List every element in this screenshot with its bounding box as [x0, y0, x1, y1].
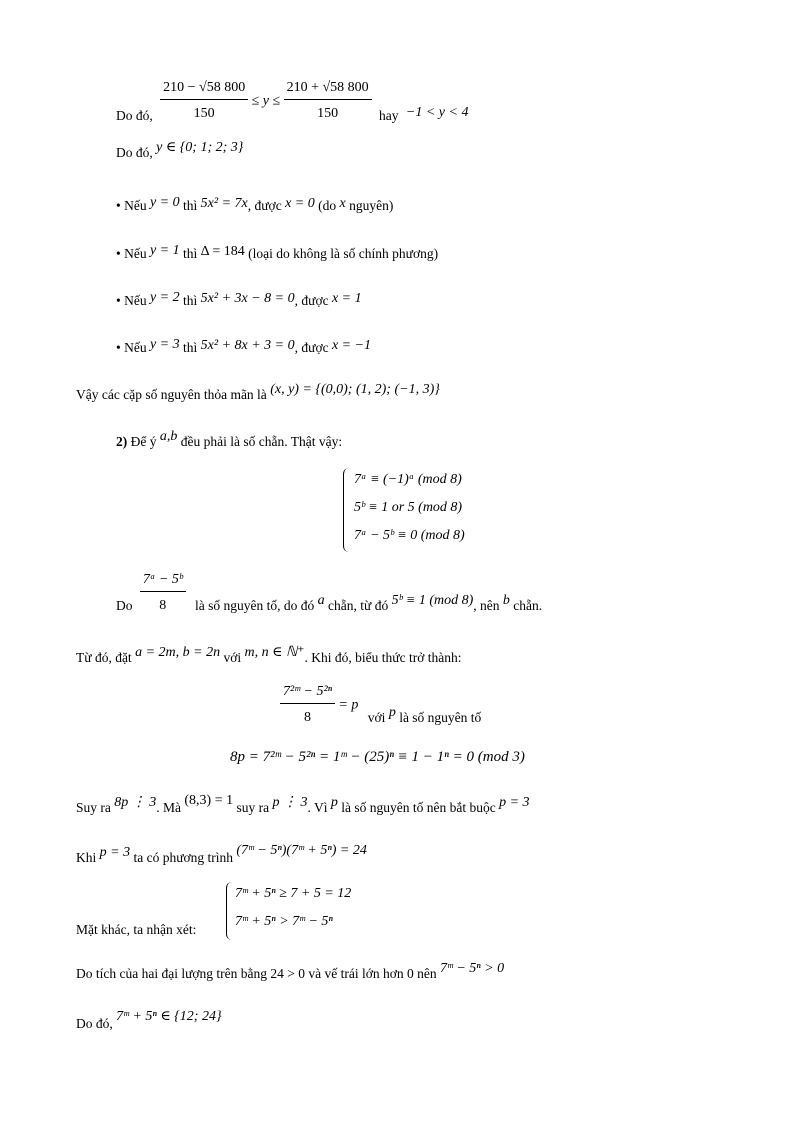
- case-y1: [116, 243, 439, 264]
- math: 8p ⋮ 3: [114, 795, 157, 810]
- text: với: [367, 710, 386, 726]
- math: (7ᵐ − 5ⁿ)(7ᵐ + 5ⁿ) = 24: [236, 843, 367, 858]
- text: Do đó,: [76, 1016, 113, 1031]
- text: • Nếu: [116, 293, 147, 308]
- mod3-equation: 8p = 7²ᵐ − 5²ⁿ = 1ᵐ − (25)ⁿ ≡ 1 − 1ⁿ = 0 (mod 3): [230, 749, 525, 765]
- math-set: (x, y) = {(0,0); (1, 2); (−1, 3)}: [270, 382, 440, 397]
- text: Để ý: [130, 434, 157, 449]
- system-row: 7ᵃ ≡ (−1)ᵃ (mod 8): [354, 472, 462, 487]
- text: nguyên): [349, 198, 394, 213]
- inequality-system: [226, 882, 366, 940]
- text: Do đó,: [116, 145, 153, 160]
- math: 7ᵐ − 5ⁿ > 0: [440, 961, 505, 976]
- text: đều phải là số chẵn. Thật vậy:: [180, 434, 343, 449]
- text: thì: [183, 340, 198, 355]
- text: Vậy các cặp số nguyên thỏa mãn là: [76, 387, 267, 402]
- text: Do: [116, 598, 133, 614]
- fraction-denominator: 8: [159, 597, 167, 613]
- text: , nên: [473, 598, 500, 614]
- math-set: y ∈ {0; 1; 2; 3}: [156, 140, 244, 155]
- remark-label: Mặt khác, ta nhận xét:: [76, 922, 197, 937]
- math: 5x² + 8x + 3 = 0: [200, 338, 295, 353]
- math: 5ᵇ ≡ 1 (mod 8): [391, 593, 474, 609]
- text: Do tích của hai đại lượng trên bằng 24 > 0 và vế trái lớn hơn 0 nên: [76, 966, 437, 981]
- final-set-line: [76, 1009, 222, 1034]
- product-argument: [76, 961, 505, 984]
- text: Suy ra: [76, 800, 111, 815]
- math: p: [330, 795, 338, 810]
- math: p = 3: [499, 795, 530, 810]
- brace: [343, 468, 351, 552]
- fraction-denominator: 150: [317, 105, 339, 121]
- math: x = 0: [285, 196, 315, 211]
- math: x = −1: [331, 338, 372, 353]
- math: = p: [338, 697, 359, 713]
- equation-line: [76, 843, 367, 868]
- math: a: [317, 593, 325, 609]
- system-row: 7ᵐ + 5ⁿ ≥ 7 + 5 = 12: [235, 886, 352, 901]
- text: thì: [183, 293, 198, 308]
- math: a,b: [159, 429, 178, 444]
- text: Do đó,: [116, 108, 153, 124]
- text: . Mà: [156, 800, 181, 815]
- math: y = 1: [149, 243, 180, 258]
- math: p ⋮ 3: [272, 795, 308, 810]
- fraction: [280, 684, 335, 727]
- fraction-numerator: 7ᵃ − 5ᵇ: [140, 572, 186, 592]
- math: (8,3) = 1: [184, 793, 234, 808]
- system-row: 5ᵇ ≡ 1 or 5 (mod 8): [354, 500, 463, 515]
- math: 5x² = 7x: [200, 196, 248, 211]
- text: , được: [247, 198, 282, 213]
- congruence-system: [343, 468, 483, 552]
- math: p = 3: [99, 845, 131, 860]
- text: • Nếu: [116, 246, 147, 261]
- text: suy ra: [236, 800, 270, 815]
- part2-intro: [116, 429, 343, 452]
- text: chẵn.: [513, 598, 543, 614]
- fraction: [140, 572, 186, 615]
- math: a = 2m, b = 2n: [135, 645, 221, 660]
- divisibility-line: [76, 793, 530, 818]
- text: là số nguyên tố, do đó: [195, 598, 315, 614]
- text: , được: [294, 340, 329, 355]
- case-y0: [116, 195, 394, 216]
- math: y = 2: [149, 290, 180, 305]
- text: là số nguyên tố nên bắt buộc: [341, 800, 496, 815]
- text: Khi: [76, 850, 97, 865]
- text: hay: [379, 108, 399, 124]
- case-y3: [116, 337, 372, 358]
- text: , được: [294, 293, 329, 308]
- text: chẵn, từ đó: [328, 598, 389, 614]
- line-bounds: [116, 80, 468, 130]
- text: . Khi đó, biểu thức trở thành:: [304, 650, 462, 665]
- substitution-line: [76, 645, 462, 668]
- math: 5x² + 3x − 8 = 0: [200, 291, 295, 306]
- conclusion-part1: [76, 382, 440, 405]
- text: • Nếu: [116, 198, 147, 213]
- fraction-denominator: 8: [304, 709, 312, 725]
- inequality: ≤ y ≤: [251, 93, 281, 109]
- math: x = 1: [331, 291, 362, 306]
- text: với: [223, 650, 242, 665]
- math: y = 0: [149, 195, 180, 210]
- system-row: 7ᵃ − 5ᵇ ≡ 0 (mod 8): [354, 528, 465, 543]
- fraction-upper-bound: [284, 80, 372, 123]
- text: thì: [183, 198, 198, 213]
- fraction-lower-bound: [160, 80, 248, 123]
- text: . Vì: [307, 800, 328, 815]
- text: Từ đó, đặt: [76, 650, 132, 665]
- fraction-denominator: 150: [193, 105, 215, 121]
- math: b: [502, 593, 510, 609]
- brace: [226, 882, 234, 940]
- part-label: 2): [116, 434, 128, 449]
- text: (loại do không là số chính phương): [248, 246, 439, 261]
- line-y-set: [116, 140, 244, 163]
- math: m, n ∈ ℕ⁺: [244, 645, 305, 660]
- text: thì: [183, 246, 198, 261]
- inequality: −1 < y < 4: [405, 105, 469, 121]
- case-y2: [116, 290, 362, 311]
- fraction-numerator: 7²ᵐ − 5²ⁿ: [280, 684, 335, 704]
- parity-argument: [116, 572, 542, 622]
- prime-equation: [280, 684, 481, 734]
- system-row: 7ᵐ + 5ⁿ > 7ᵐ − 5ⁿ: [235, 914, 333, 929]
- math: Δ = 184: [200, 244, 245, 259]
- fraction-numerator: 210 + √58 800: [284, 80, 372, 100]
- text: (do: [318, 198, 337, 213]
- fraction-numerator: 210 − √58 800: [160, 80, 248, 100]
- math: x: [339, 196, 346, 211]
- math: p: [388, 705, 396, 721]
- math: y = 3: [149, 337, 180, 352]
- text: là số nguyên tố: [399, 710, 482, 726]
- text: ta có phương trình: [133, 850, 234, 865]
- text: • Nếu: [116, 340, 147, 355]
- math-set: 7ᵐ + 5ⁿ ∈ {12; 24}: [116, 1009, 222, 1024]
